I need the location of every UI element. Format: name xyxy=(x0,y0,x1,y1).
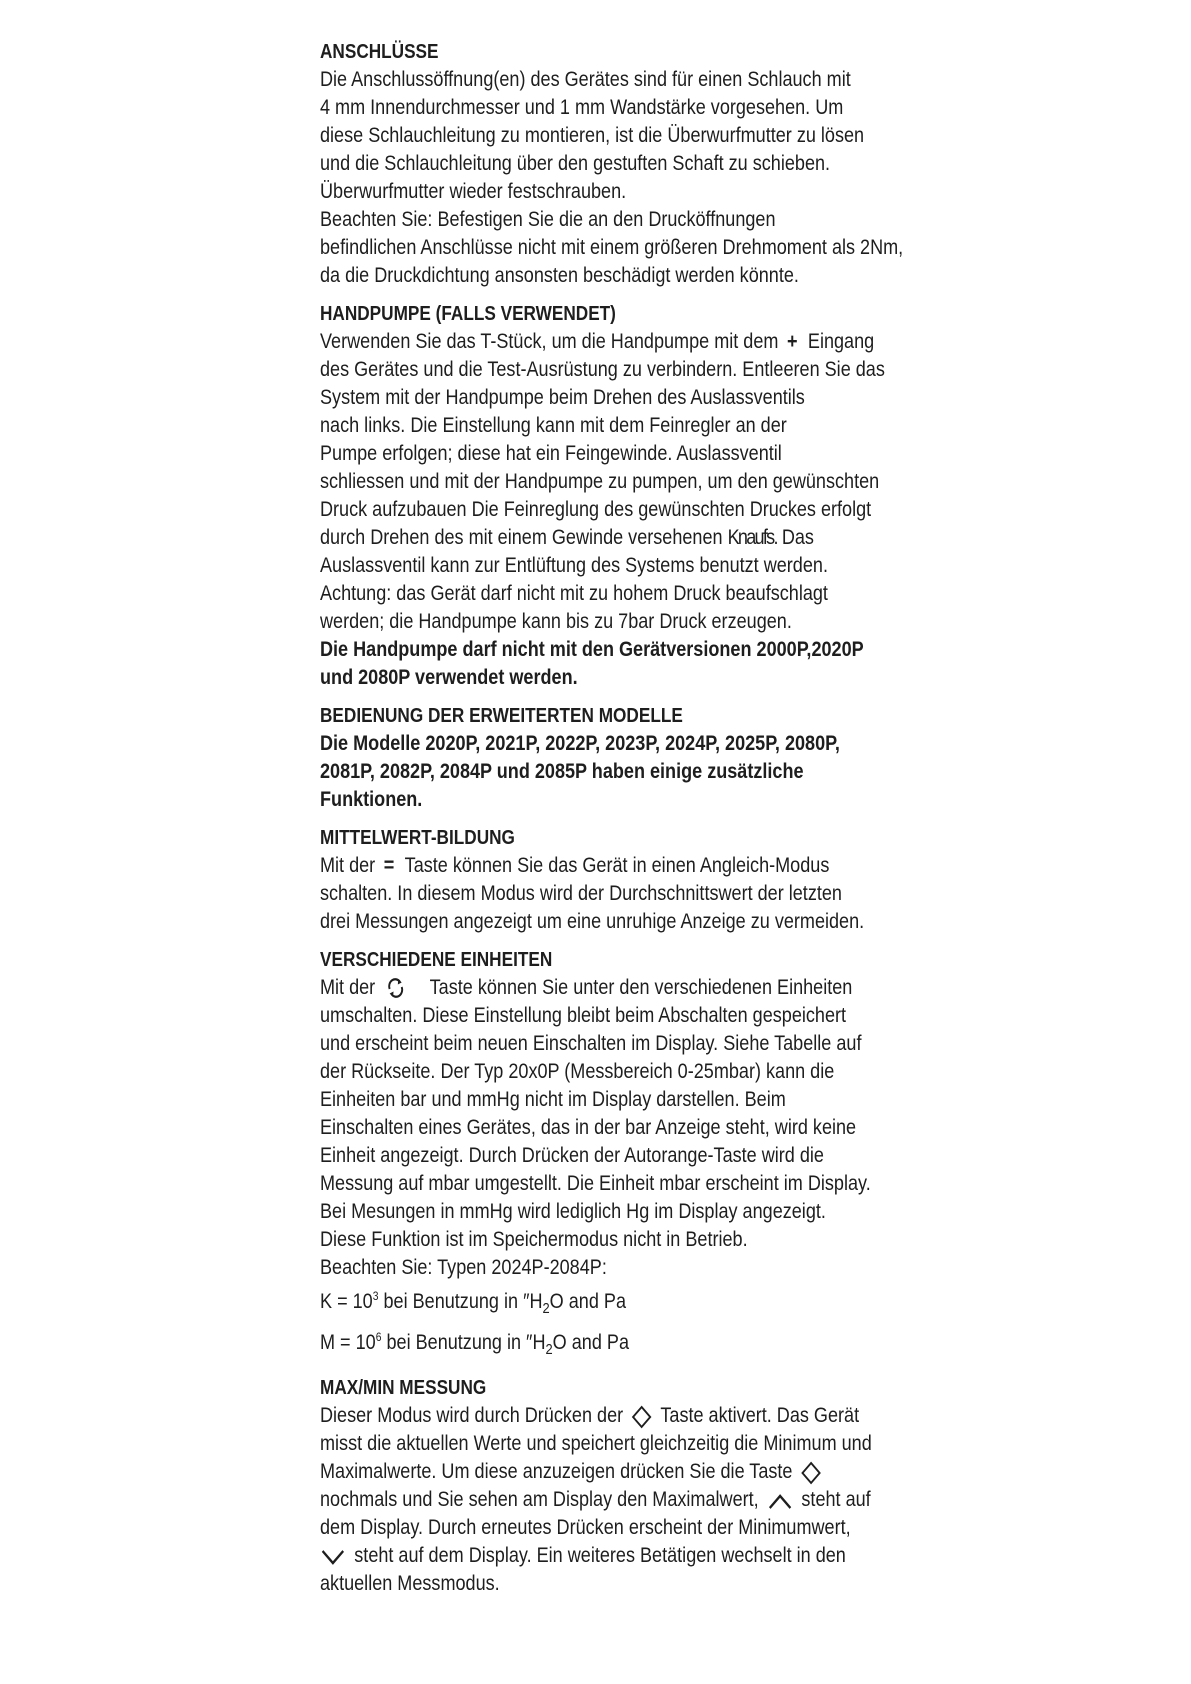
paragraph-line xyxy=(320,1402,870,1430)
superscript: 6 xyxy=(375,1330,382,1345)
paragraph-line: misst die aktuellen Werte und speichert gleichzeitig die Minimum und xyxy=(320,1432,872,1456)
section-heading: VERSCHIEDENE EINHEITEN xyxy=(320,949,553,971)
text-fragment: Mit der xyxy=(320,854,376,877)
plus-symbol: + xyxy=(787,330,798,353)
paragraph-line: schliessen und mit der Handpumpe zu pumpen, um den gewünschten xyxy=(320,470,880,493)
text-fragment: K = 10 xyxy=(320,1290,373,1313)
paragraph-line: Die Anschlussöffnung(en) des Gerätes sind für einen Schlauch mit xyxy=(320,68,851,91)
text-fragment: Das xyxy=(781,526,814,549)
paragraph-line: befindlichen Anschlüsse nicht mit einem größeren Drehmoment als 2Nm, xyxy=(320,236,904,259)
text-fragment: O and Pa xyxy=(549,1290,626,1313)
diamond-icon xyxy=(801,1461,822,1485)
paragraph-line xyxy=(320,974,870,1002)
paragraph-line: 2081P, 2082P, 2084P und 2085P haben einige zusätzliche xyxy=(320,760,804,783)
paragraph-line xyxy=(320,1542,870,1570)
text-fragment: Maximalwerte. Um diese anzuzeigen drücken Sie die Taste xyxy=(320,1460,793,1484)
caret-up-icon xyxy=(767,1492,793,1510)
paragraph-line xyxy=(320,328,875,356)
text-fragment: Taste aktivert. Das Gerät xyxy=(660,1404,860,1428)
section-bedienung xyxy=(320,702,960,814)
equals-symbol: = xyxy=(383,854,395,877)
warning-line: und 2080P verwendet werden. xyxy=(320,666,578,689)
paragraph-line: und erscheint beim neuen Einschalten im Display. Siehe Tabelle auf xyxy=(320,1032,862,1055)
section-heading: HANDPUMPE (FALLS VERWENDET) xyxy=(320,303,616,325)
superscript: 3 xyxy=(372,1289,379,1303)
text-fragment: Verwenden Sie das T-Stück, um die Handpumpe mit dem xyxy=(320,330,779,353)
section-mittelwert xyxy=(320,824,960,936)
section-handpumpe xyxy=(320,300,960,692)
paragraph-line: System mit der Handpumpe beim Drehen des Auslassventils xyxy=(320,386,805,409)
text-fragment: Eingang xyxy=(807,330,875,353)
paragraph-line xyxy=(320,852,870,880)
text-fragment: steht auf xyxy=(801,1488,871,1512)
subscript: 2 xyxy=(542,1300,550,1318)
paragraph-line: der Rückseite. Der Typ 20x0P (Messbereich 0-25mbar) kann die xyxy=(320,1060,835,1083)
text-fragment: steht auf dem Display. Ein weiteres Betätigen wechselt in den xyxy=(354,1544,846,1568)
paragraph-line: drei Messungen angezeigt um eine unruhige Anzeige zu vermeiden. xyxy=(320,910,865,933)
paragraph-line: Diese Funktion ist im Speichermodus nicht in Betrieb. xyxy=(320,1228,748,1251)
text-fragment: Taste können Sie unter den verschiedenen Einheiten xyxy=(429,976,853,999)
cycle-arrows-icon xyxy=(385,976,406,1000)
paragraph-line: umschalten. Diese Einstellung bleibt beim Abschalten gespeichert xyxy=(320,1004,847,1027)
paragraph-line: und die Schlauchleitung über den gestuften Schaft zu schieben. xyxy=(320,152,831,175)
section-maxmin xyxy=(320,1374,960,1598)
paragraph-line: Funktionen. xyxy=(320,788,423,811)
paragraph-line xyxy=(320,524,870,552)
paragraph-line: schalten. In diesem Modus wird der Durchschnittswert der letzten xyxy=(320,882,842,905)
paragraph-line: Beachten Sie: Typen 2024P-2084P: xyxy=(320,1256,607,1279)
text-fragment: nochmals und Sie sehen am Display den Maximalwert, xyxy=(320,1488,759,1512)
paragraph-line: da die Druckdichtung ansonsten beschädigt werden könnte. xyxy=(320,264,799,287)
section-heading: MAX/MIN MESSUNG xyxy=(320,1377,487,1400)
paragraph-line: Einheiten bar und mmHg nicht im Display darstellen. Beim xyxy=(320,1088,786,1111)
text-fragment: bei Benutzung in ″H xyxy=(378,1290,543,1313)
paragraph-line: des Gerätes und die Test-Ausrüstung zu verbindern. Entleeren Sie das xyxy=(320,358,885,381)
section-heading: BEDIENUNG DER ERWEITERTEN MODELLE xyxy=(320,705,683,727)
document-page xyxy=(320,38,960,1608)
paragraph-line: diese Schlauchleitung zu montieren, ist die Überwurfmutter zu lösen xyxy=(320,124,865,147)
formula-line-k xyxy=(320,1282,870,1323)
paragraph-line: Pumpe erfolgen; diese hat ein Feingewinde. Auslassventil xyxy=(320,442,782,465)
paragraph-line: nach links. Die Einstellung kann mit dem Feinregler an der xyxy=(320,414,787,437)
text-fragment: Dieser Modus wird durch Drücken der xyxy=(320,1404,624,1428)
text-fragment: durch Drehen des mit einem Gewinde versehenen xyxy=(320,526,723,549)
paragraph-line: aktuellen Messmodus. xyxy=(320,1572,500,1596)
paragraph-line: Auslassventil kann zur Entlüftung des Systems benutzt werden. xyxy=(320,554,828,577)
formula-line-m xyxy=(320,1323,870,1364)
text-fragment: Mit der xyxy=(320,976,376,999)
section-anschluesse xyxy=(320,38,960,290)
diamond-icon xyxy=(632,1405,653,1429)
paragraph-line: Beachten Sie: Befestigen Sie die an den Drucköffnungen xyxy=(320,208,776,231)
paragraph-line: dem Display. Durch erneutes Drücken erscheint der Minimumwert, xyxy=(320,1516,851,1540)
warning-line: Die Handpumpe darf nicht mit den Gerätversionen 2000P,2020P xyxy=(320,638,864,661)
paragraph-line: Achtung: das Gerät darf nicht mit zu hohem Druck beaufschlagt xyxy=(320,582,828,605)
section-heading: MITTELWERT-BILDUNG xyxy=(320,827,515,849)
paragraph-line: Messung auf mbar umgestellt. Die Einheit mbar erscheint im Display. xyxy=(320,1172,871,1195)
section-einheiten xyxy=(320,946,960,1364)
paragraph-line xyxy=(320,1486,870,1514)
paragraph-line: werden; die Handpumpe kann bis zu 7bar Druck erzeugen. xyxy=(320,610,792,633)
text-fragment: O and Pa xyxy=(552,1331,629,1355)
text-fragment: Knaufs. xyxy=(727,526,777,549)
section-heading: ANSCHLÜSSE xyxy=(320,41,439,63)
text-fragment: bei Benutzung in ″H xyxy=(381,1331,546,1355)
text-fragment: Taste können Sie das Gerät in einen Angleich-Modus xyxy=(404,854,830,877)
subscript: 2 xyxy=(545,1341,553,1359)
paragraph-line: Überwurfmutter wieder festschrauben. xyxy=(320,180,627,203)
paragraph-line: Die Modelle 2020P, 2021P, 2022P, 2023P, 2024P, 2025P, 2080P, xyxy=(320,732,840,755)
caret-down-icon xyxy=(320,1548,346,1566)
paragraph-line xyxy=(320,1458,870,1486)
paragraph-line: Einheit angezeigt. Durch Drücken der Autorange-Taste wird die xyxy=(320,1144,824,1167)
paragraph-line: Druck aufzubauen Die Feinreglung des gewünschten Druckes erfolgt xyxy=(320,498,872,521)
paragraph-line: 4 mm Innendurchmesser und 1 mm Wandstärke vorgesehen. Um xyxy=(320,96,844,119)
paragraph-line: Bei Mesungen in mmHg wird lediglich Hg im Display angezeigt. xyxy=(320,1200,826,1223)
paragraph-line: Einschalten eines Gerätes, das in der bar Anzeige steht, wird keine xyxy=(320,1116,857,1139)
text-fragment: M = 10 xyxy=(320,1331,376,1355)
